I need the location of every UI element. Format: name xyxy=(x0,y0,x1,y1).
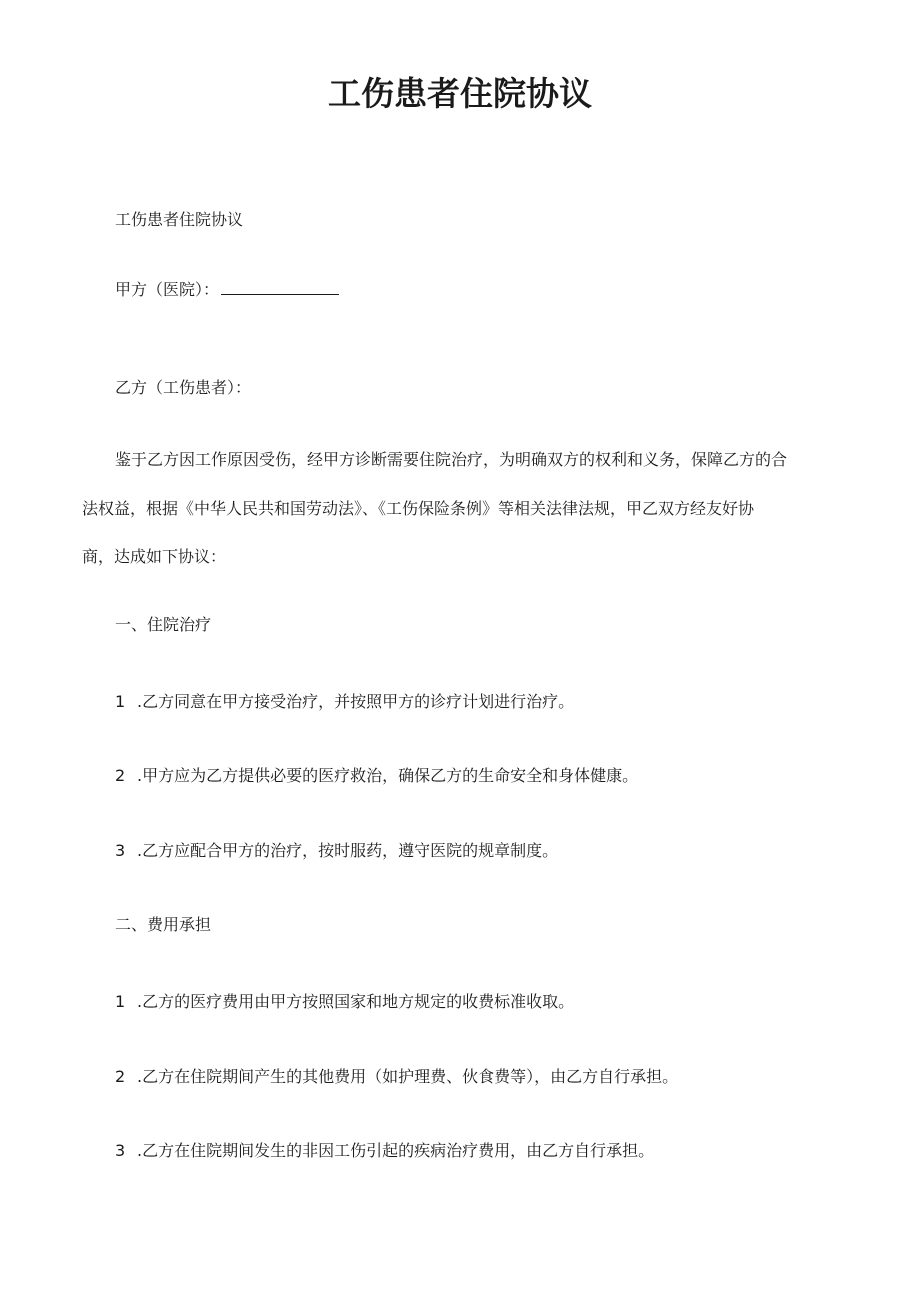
item-number: 2 xyxy=(115,766,126,785)
section-heading: 一、住院治疗 xyxy=(115,615,212,634)
party-a-label: 甲方（医院）： xyxy=(115,280,220,299)
list-item xyxy=(115,690,574,714)
item-number: 3 xyxy=(115,1141,126,1160)
item-text: .甲方应为乙方提供必要的医疗救治，确保乙方的生命安全和身体健康。 xyxy=(137,766,639,785)
item-text: .乙方的医疗费用由甲方按照国家和地方规定的收费标准收取。 xyxy=(137,992,575,1011)
party-a-line xyxy=(115,278,339,302)
party-b-label: 乙方（工伤患者）： xyxy=(115,378,252,397)
item-number: 3 xyxy=(115,841,126,860)
item-number: 1 xyxy=(115,692,126,711)
list-item xyxy=(115,764,638,788)
preamble-line-2: 法权益，根据《中华人民共和国劳动法》、《工伤保险条例》等相关法律法规，甲乙双方经友好协 xyxy=(82,499,755,518)
party-a-blank xyxy=(221,278,339,295)
item-number: 1 xyxy=(115,992,126,1011)
item-text: .乙方在住院期间发生的非因工伤引起的疾病治疗费用，由乙方自行承担。 xyxy=(137,1141,655,1160)
list-item xyxy=(115,839,558,863)
item-text: .乙方同意在甲方接受治疗，并按照甲方的诊疗计划进行治疗。 xyxy=(137,692,575,711)
list-item xyxy=(115,1065,678,1089)
preamble-line-1: 鉴于乙方因工作原因受伤，经甲方诊断需要住院治疗，为明确双方的权利和义务，保障乙方的合 xyxy=(115,450,788,469)
item-number: 2 xyxy=(115,1067,126,1086)
list-item xyxy=(115,1139,654,1163)
document-subtitle: 工伤患者住院协议 xyxy=(115,210,244,229)
item-text: .乙方应配合甲方的治疗，按时服药，遵守医院的规章制度。 xyxy=(137,841,559,860)
section-heading: 二、费用承担 xyxy=(115,915,212,934)
document-title: 工伤患者住院协议 xyxy=(328,74,592,113)
list-item xyxy=(115,990,574,1014)
preamble-line-3: 商，达成如下协议： xyxy=(82,547,227,566)
item-text: .乙方在住院期间产生的其他费用（如护理费、伙食费等），由乙方自行承担。 xyxy=(137,1067,679,1086)
